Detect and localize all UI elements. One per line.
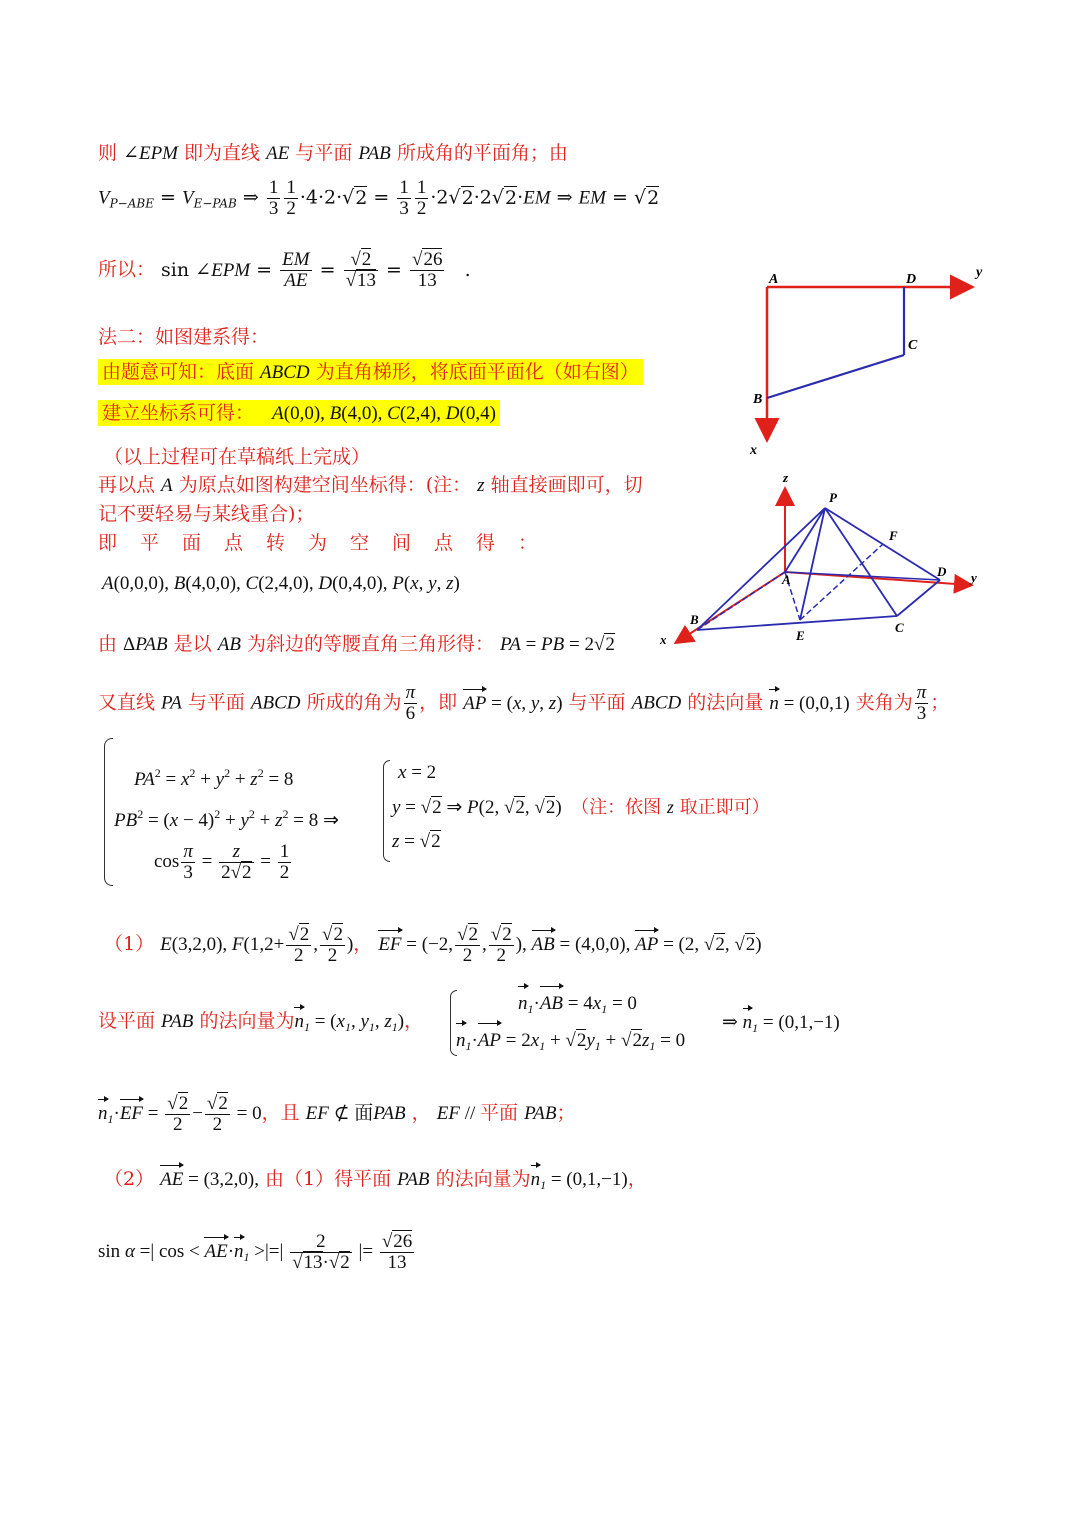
right-brace: [383, 760, 390, 862]
edge-pb: [697, 508, 825, 630]
label-e-3d: E: [796, 628, 805, 643]
label-c: C: [908, 338, 918, 353]
space-coords-line-3: 即 平 面 点 转 为 空 间 点 得 ：: [98, 532, 540, 554]
part2-line: （2） AE = (3,2,0), 由（1）得平面 PAB 的法向量为$n_1 = (0,1,-1)$，: [104, 1168, 647, 1192]
edge-pe: [800, 508, 825, 620]
equation-system-right: x = 2 y = √2 ⇒ P(2, √2, √2) （注：依图 z 取正即可） z = √2: [392, 762, 770, 852]
final-sin: sin α =| $\cos < AE\cdot n_1$ >|=| $\frac{2}{√13\cdot√2}$ |= $\frac{√26}{13}$: [98, 1231, 413, 1273]
label-y: y: [976, 265, 983, 280]
edge-cb: [767, 355, 904, 398]
edge-cd: [897, 580, 940, 616]
angle-line: 又直线 PA 与平面 ABCD 所成的角为 $\frac{\pi}{6}$ ，即 AP = (x, y, z) 与平面 ABCD 的法向量 n = (0,0,1) 夹角为 $\frac{\pi}{3}$ ；: [98, 682, 950, 724]
highlight-line-2: 建立坐标系可得： A(0,0), B(4,0), C(2,4), D(0,4): [98, 400, 500, 427]
label-a-3d: A: [782, 572, 791, 587]
label-z-3d: z: [783, 470, 789, 485]
label-b: B: [753, 392, 763, 407]
normal-result: ⇒ $n_1 = (0,1,-1)$: [722, 1012, 840, 1035]
left-brace: [104, 738, 113, 886]
normal-system: $n_1\cdot AB = 4x_1 = 0$ $n_1\cdot AP = 2x_1 + √2y_1 + √2z_1 = 0$: [456, 988, 685, 1062]
edge-ef-dashed: [800, 544, 883, 620]
planar-trapezoid-figure: [740, 258, 1000, 463]
space-coords-line-1: 再以点 A 为原点如图构建空间坐标得：(注： z 轴直接画即可，切: [98, 474, 643, 496]
label-a: A: [769, 272, 779, 287]
part1-coordinates: （1） E(3,2,0), F(1,2+ $\frac{√2}{2}$ , $\frac{√2}{2}$ )， EF = (−2, $\frac{√2}{2}$ , $\frac{√2}{2}$ ), AB = (4,0,0), AP = (2, √2, √2): [104, 924, 762, 966]
label-x-3d: x: [660, 632, 667, 647]
label-p-3d: P: [829, 490, 837, 505]
volume-equation: $V_{P-ABE} = V_{E-PAB}$ ⇒ $\frac{1}{3}$ $\frac{1}{2}$ ·4·2·√2 = $\frac{1}{3}$ $\frac{1}{2}$ ·2√2·2√2·EM ⇒ EM = √2: [98, 177, 660, 219]
line-1: 则 ∠EPM 即为直线 AE 与平面 PAB 所成角的平面角；由: [98, 142, 568, 164]
equation-system-left: $PA^2 = x^2 + y^2 + z^2 = 8$ $PB^2 = (x - 4)^2 + y^2 + z^2 = 8$ ⇒ cos $\frac{\pi}{3}$ = $\frac{z}{2√2}$ = $\frac{1}{2}$: [114, 766, 339, 883]
edge-pc: [825, 508, 897, 616]
edge-ad: [785, 572, 940, 580]
sin-result: 所以： sin ∠EPM = $\frac{EM}{AE}$ = $\frac{√2}{√13}$ = $\frac{√26}{13}$ .: [98, 249, 471, 291]
normal-vector-setup: 设平面 PAB 的法向量为$n_1 = (x_1$, $y_1$, $z_1$)，: [98, 1010, 424, 1034]
label-y-3d: y: [971, 570, 977, 585]
parallel-check: $n_1\cdot EF$ = $\frac{√2}{2}$ − $\frac{√2}{2}$ = 0，且 EF ⊄ 面PAB ， EF // 平面 PAB；: [98, 1093, 576, 1135]
isosceles-line: 由 ΔPAB 是以 AB 为斜边的等腰直角三角形得： PA = PB = 2√2: [98, 633, 615, 655]
method-two-heading: 法二：如图建系得：: [98, 326, 270, 348]
label-d-3d: D: [937, 564, 947, 579]
highlight-line-1: 由题意可知：底面 ABCD 为直角梯形，将底面平面化（如右图）: [98, 359, 643, 386]
label-f-3d: F: [889, 528, 898, 543]
draft-note: （以上过程可在草稿纸上完成）: [104, 446, 371, 468]
label-c-3d: C: [895, 620, 904, 635]
label-x: x: [750, 443, 757, 458]
space-points: A(0,0,0), B(4,0,0), C(2,4,0), D(0,4,0), P(x, y, z): [102, 573, 460, 594]
label-d: D: [906, 272, 917, 287]
label-b-3d: B: [690, 612, 699, 627]
pyramid-figure: [655, 470, 995, 650]
space-coords-line-2: 记不要轻易与某线重合)；: [98, 503, 315, 525]
